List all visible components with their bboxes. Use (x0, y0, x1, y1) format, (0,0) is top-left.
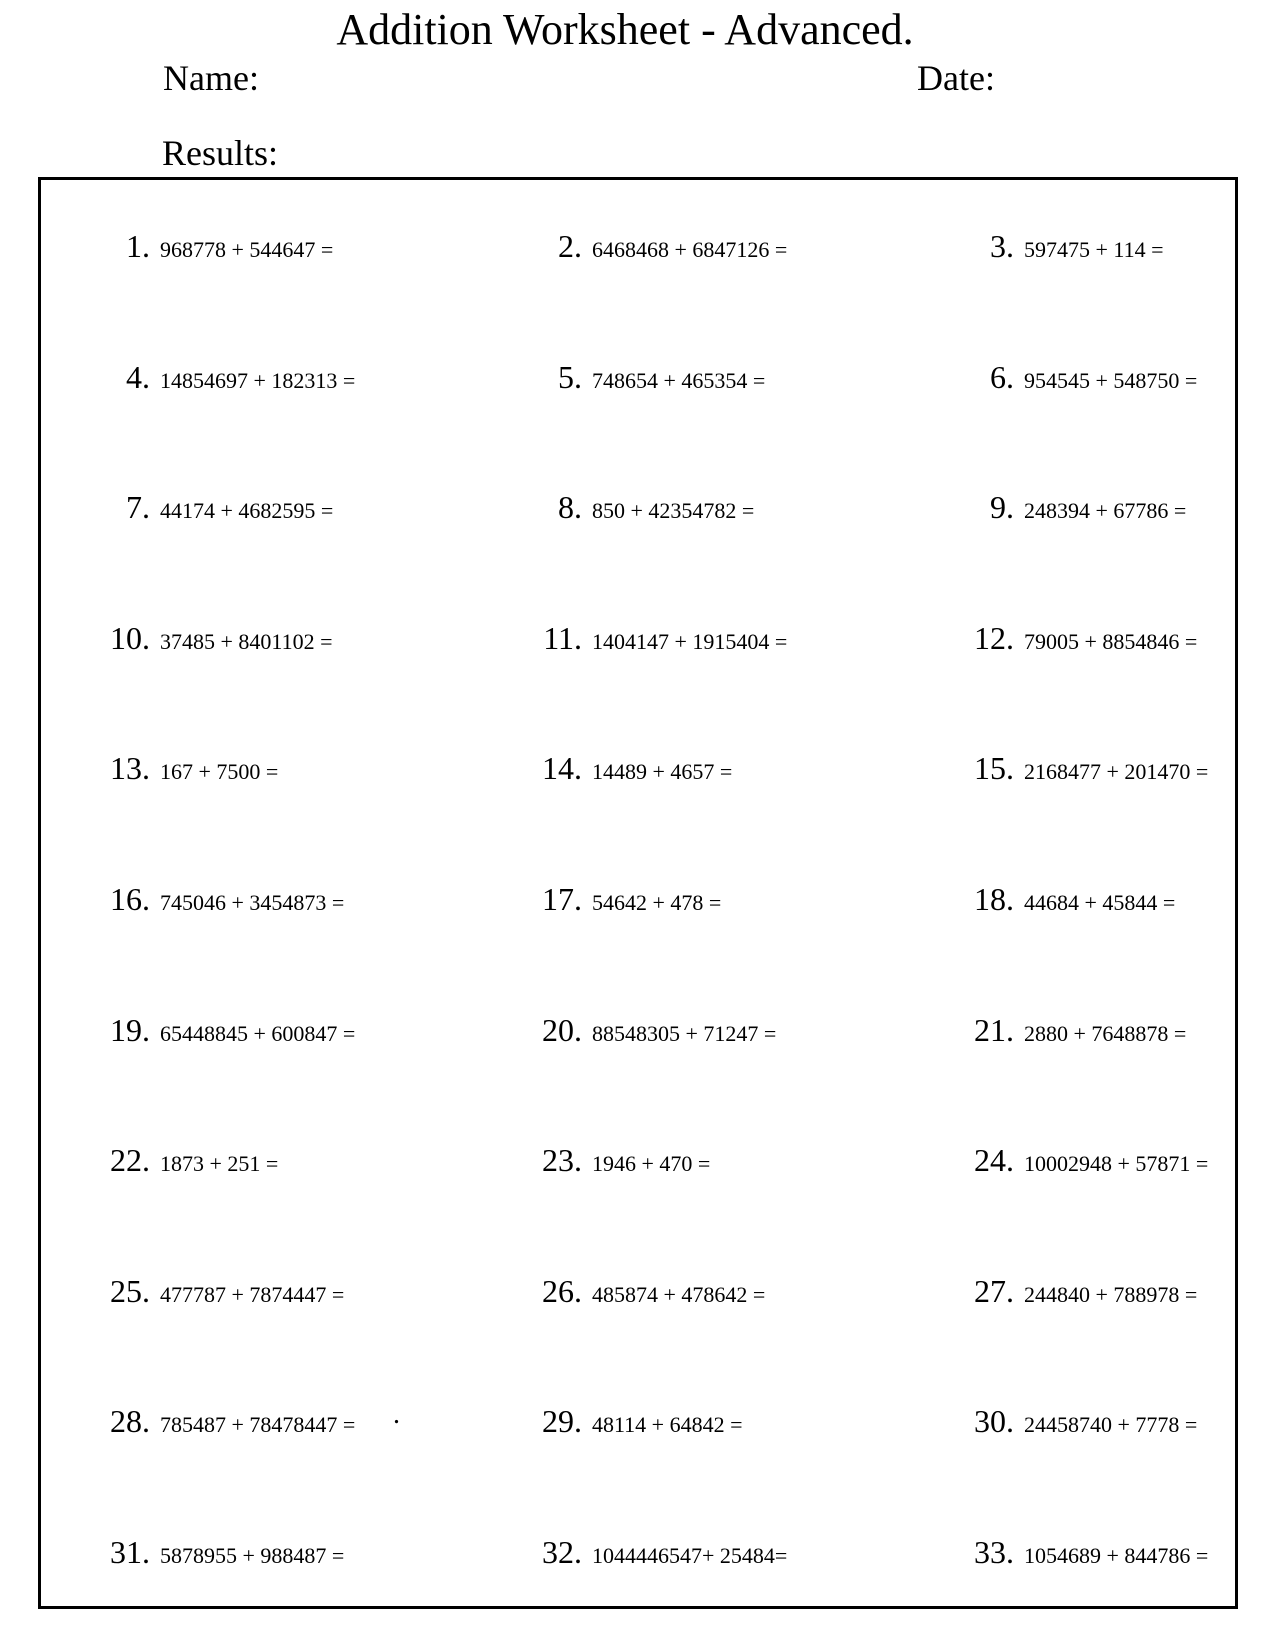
problem-expression: 88548305 + 71247 = (592, 1020, 777, 1046)
problem-item (0, 879, 1275, 919)
problem-expression: 14854697 + 182313 = (160, 367, 356, 393)
problem-item (0, 618, 1275, 658)
worksheet-title: Addition Worksheet - Advanced. (336, 5, 914, 54)
problem-item (0, 1140, 1275, 1180)
results-label: Results: (162, 133, 279, 173)
problem-expression: 1404147 + 1915404 = (592, 628, 788, 654)
problem-number: 12. (974, 619, 1014, 656)
problem-expression: 850 + 42354782 = (592, 498, 755, 524)
problem-expression: 48114 + 64842 = (592, 1412, 743, 1438)
problem-number: 6. (990, 358, 1014, 395)
problem-expression: 37485 + 8401102 = (160, 628, 333, 654)
problem-number: 29. (542, 1403, 582, 1440)
problem-expression: 748654 + 465354 = (592, 367, 766, 393)
problem-number: 31. (110, 1534, 150, 1570)
problem-expression: 44684 + 45844 = (1024, 890, 1176, 915)
problem-expression: 477787 + 7874447 = (160, 1281, 345, 1307)
problem-number: 9. (990, 489, 1014, 526)
problem-item (0, 226, 1275, 266)
problem-number: 15. (974, 750, 1014, 787)
problem-expression: 1044446547+ 25484= (592, 1543, 788, 1568)
problem-number: 32. (542, 1534, 582, 1570)
problem-number: 13. (110, 750, 150, 787)
problem-expression: 79005 + 8854846 = (1024, 628, 1198, 654)
problem-expression: 248394 + 67786 = (1024, 498, 1187, 524)
problem-expression: 167 + 7500 = (160, 759, 279, 785)
problem-number: 30. (974, 1403, 1014, 1440)
problem-number: 19. (110, 1011, 150, 1048)
problem-number: 24. (974, 1142, 1014, 1179)
problem-number: 25. (110, 1272, 150, 1309)
problem-expression: 745046 + 3454873 = (160, 890, 345, 915)
problem-item (0, 1532, 1275, 1572)
problem-item (0, 357, 1275, 397)
problem-item (0, 1010, 1275, 1050)
problem-number: 21. (974, 1011, 1014, 1048)
stray-mark: . (393, 1399, 400, 1430)
problem-number: 18. (974, 881, 1014, 917)
problem-expression: 2168477 + 201470 = (1024, 759, 1209, 785)
date-label: Date: (917, 58, 995, 98)
problem-number: 20. (542, 1011, 582, 1048)
problem-number: 7. (126, 489, 150, 526)
problem-expression: 968778 + 544647 = (160, 237, 334, 262)
problem-number: 17. (542, 881, 582, 917)
problem-number: 16. (110, 881, 150, 917)
problem-item (0, 1271, 1275, 1311)
problem-expression: 5878955 + 988487 = (160, 1543, 345, 1568)
problem-number: 14. (542, 750, 582, 787)
problem-item (0, 487, 1275, 527)
problem-item (0, 1401, 1275, 1441)
problem-number: 27. (974, 1272, 1014, 1309)
name-label: Name: (163, 58, 259, 98)
problem-expression: 54642 + 478 = (592, 890, 722, 915)
problem-number: 10. (110, 619, 150, 656)
problem-number: 8. (558, 489, 582, 526)
problem-number: 33. (974, 1534, 1014, 1570)
problem-number: 11. (543, 619, 582, 656)
problem-number: 22. (110, 1142, 150, 1179)
problem-expression: 24458740 + 7778 = (1024, 1412, 1198, 1438)
problem-number: 26. (542, 1272, 582, 1309)
problem-number: 4. (126, 358, 150, 395)
problem-expression: 1946 + 470 = (592, 1151, 711, 1177)
problem-expression: 44174 + 4682595 = (160, 498, 334, 524)
problem-expression: 1873 + 251 = (160, 1151, 279, 1177)
problem-number: 28. (110, 1403, 150, 1440)
problem-number: 2. (558, 228, 582, 264)
problem-number: 1. (126, 228, 150, 264)
problem-expression: 10002948 + 57871 = (1024, 1151, 1209, 1177)
problem-expression: 485874 + 478642 = (592, 1281, 766, 1307)
problem-expression: 954545 + 548750 = (1024, 367, 1198, 393)
problem-expression: 597475 + 114 = (1024, 237, 1164, 262)
problem-expression: 1054689 + 844786 = (1024, 1543, 1209, 1568)
problem-expression: 14489 + 4657 = (592, 759, 733, 785)
problem-expression: 65448845 + 600847 = (160, 1020, 356, 1046)
problem-expression: 2880 + 7648878 = (1024, 1020, 1187, 1046)
problem-number: 23. (542, 1142, 582, 1179)
problem-number: 5. (558, 358, 582, 395)
problem-number: 3. (990, 228, 1014, 264)
problem-item (0, 748, 1275, 788)
problem-expression: 244840 + 788978 = (1024, 1281, 1198, 1307)
problem-expression: 785487 + 78478447 = (160, 1412, 356, 1438)
problem-expression: 6468468 + 6847126 = (592, 237, 788, 262)
